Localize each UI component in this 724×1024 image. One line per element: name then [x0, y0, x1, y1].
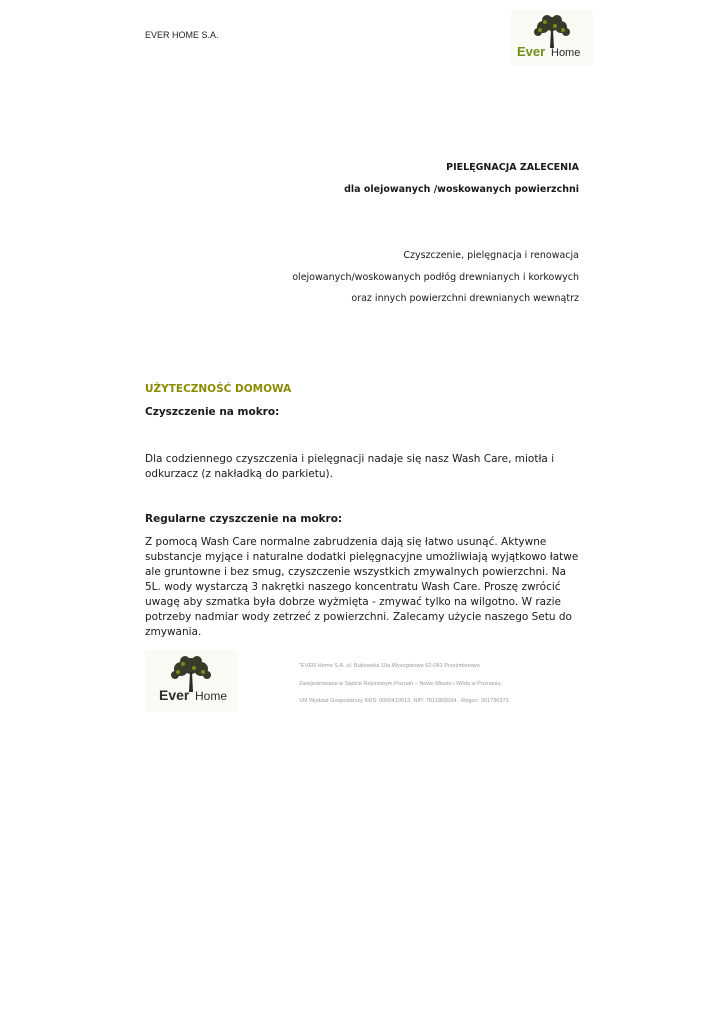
svg-text:Ever: Ever [517, 44, 546, 59]
tree-logo-icon [145, 650, 237, 712]
intro-line: Czyszczenie, pielęgnacja i renowacja [403, 250, 579, 261]
footer-logo [145, 650, 237, 712]
wet-cleaning-text: Dla codziennego czyszczenia i pielęgnacji nadaje się nasz Wash Care, miotła i odkurzacz (z nakładką do parkietu). [145, 453, 555, 480]
regular-cleaning-heading: Regularne czyszczenie na mokro: [145, 513, 343, 525]
svg-text:Home: Home [551, 47, 581, 59]
company-name: EVER HOME S.A. [145, 30, 219, 40]
footer-address: "EVER Home S.A. ul. Bukowska 10a Wysogotowo 62-081 Przeźmierowo [299, 663, 480, 669]
svg-text:Ever: Ever [159, 687, 190, 703]
svg-text:Home: Home [195, 689, 228, 703]
regular-cleaning-text: Z pomocą Wash Care normalne zabrudzenia dają się łatwo usunąć. Aktywne substancje myjące i naturalne dodatki pielęgnacyjne umożliwiają wyjątkowo łatwe ale gruntowne i bez smug, czyszczenie wszystkich zmywalnych powierzchni. Na 5L. wody wystarczą 3 nakrętki naszego koncentratu Wash Care. Proszę zwrócić uwagę aby szmatka była dobrze wyżmięta - zmywać tylko na wilgotno. W razie potrzeby nadmiar wody zetrzeć z powierzchni. Zalecamy użycie naszego Setu do zmywania. [145, 536, 579, 638]
ever-home-logo [511, 10, 593, 66]
document-title: PIELĘGNACJA ZALECENIA [446, 162, 579, 173]
intro-line: oraz innych powierzchni drewnianych wewnątrz [351, 293, 579, 304]
tree-logo-icon [511, 10, 593, 66]
section-title: UŻYTECZNOŚĆ DOMOWA [145, 383, 292, 395]
footer-registration: Zarejestrowane w Sądzie Rejonowym Poznań – Nowe Miasto i Wilda w Poznaniu, [299, 681, 503, 687]
document-subtitle: dla olejowanych /woskowanych powierzchni [344, 184, 579, 195]
intro-line: olejowanych/woskowanych podłóg drewnianych i korkowych [292, 272, 579, 283]
wet-cleaning-heading: Czyszczenie na mokro: [145, 406, 280, 418]
footer-krs: VIII Wydział Gospodarczy KRS: 0000419513, NIP: 7811865594 , Regon: 301736372. [299, 698, 511, 704]
